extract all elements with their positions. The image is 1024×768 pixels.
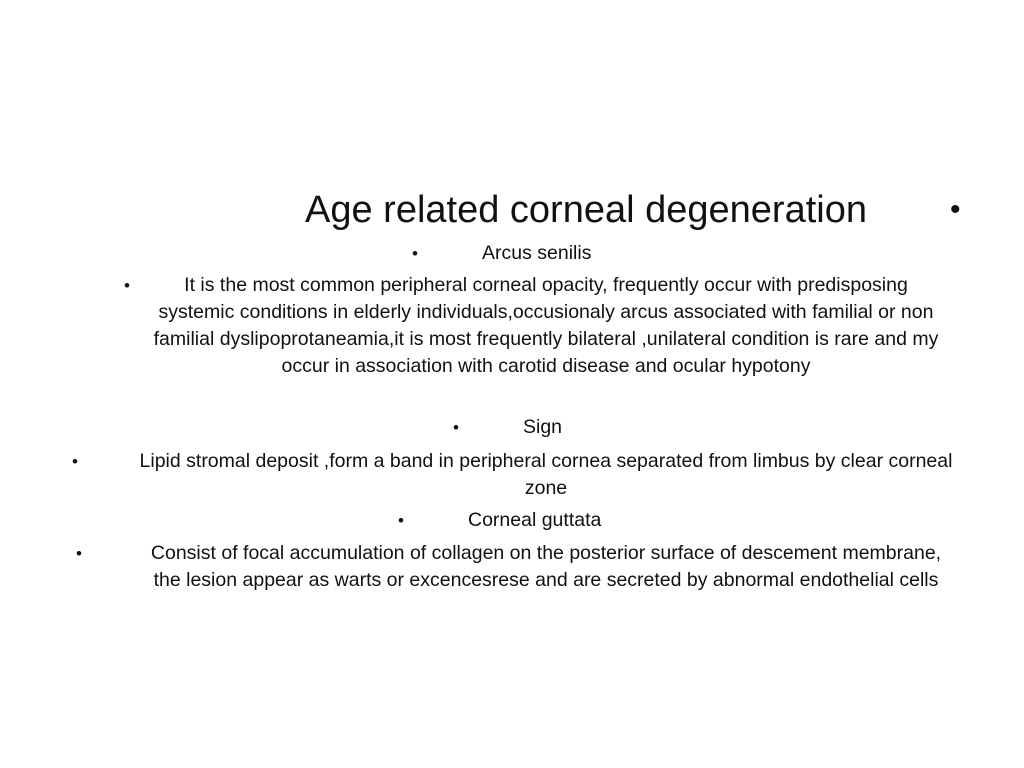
section-body: Consist of focal accumulation of collagen on the posterior surface of descement membrane, the lesion appear as warts or excencesrese and are secreted by abnormal endothelial cells bbox=[150, 542, 942, 591]
paragraph-arcus-senilis bbox=[0, 272, 1024, 412]
bullet-icon: • bbox=[453, 418, 459, 437]
slide-title bbox=[0, 186, 1024, 234]
heading-corneal-guttata bbox=[0, 507, 1024, 534]
section-body: It is the most common peripheral corneal opacity, frequently occur with predisposing systemic conditions in elderly individuals,occusionaly arcus associated with familial or non familial dyslipoprotaneamia,it is most frequently bilateral ,unilateral condition is rare and my occur in association with carotid disease and ocular hypotony bbox=[153, 274, 939, 377]
bullet-icon: • bbox=[124, 276, 130, 295]
section-heading: Arcus senilis bbox=[482, 242, 592, 264]
section-heading: Corneal guttata bbox=[468, 509, 602, 531]
bullet-icon: • bbox=[72, 452, 78, 471]
bullet-icon: • bbox=[412, 244, 418, 263]
paragraph-sign bbox=[0, 448, 1024, 504]
heading-arcus-senilis bbox=[0, 240, 1024, 267]
title-bullet-icon: • bbox=[950, 193, 961, 226]
title-text: Age related corneal degeneration bbox=[305, 189, 867, 231]
bullet-icon: • bbox=[76, 544, 82, 563]
section-body: Lipid stromal deposit ,form a band in peripheral cornea separated from limbus by clear corneal zone bbox=[139, 450, 953, 499]
section-heading: Sign bbox=[523, 416, 563, 438]
paragraph-corneal-guttata bbox=[0, 540, 1024, 624]
heading-sign bbox=[0, 414, 1024, 441]
bullet-icon: • bbox=[398, 511, 404, 530]
